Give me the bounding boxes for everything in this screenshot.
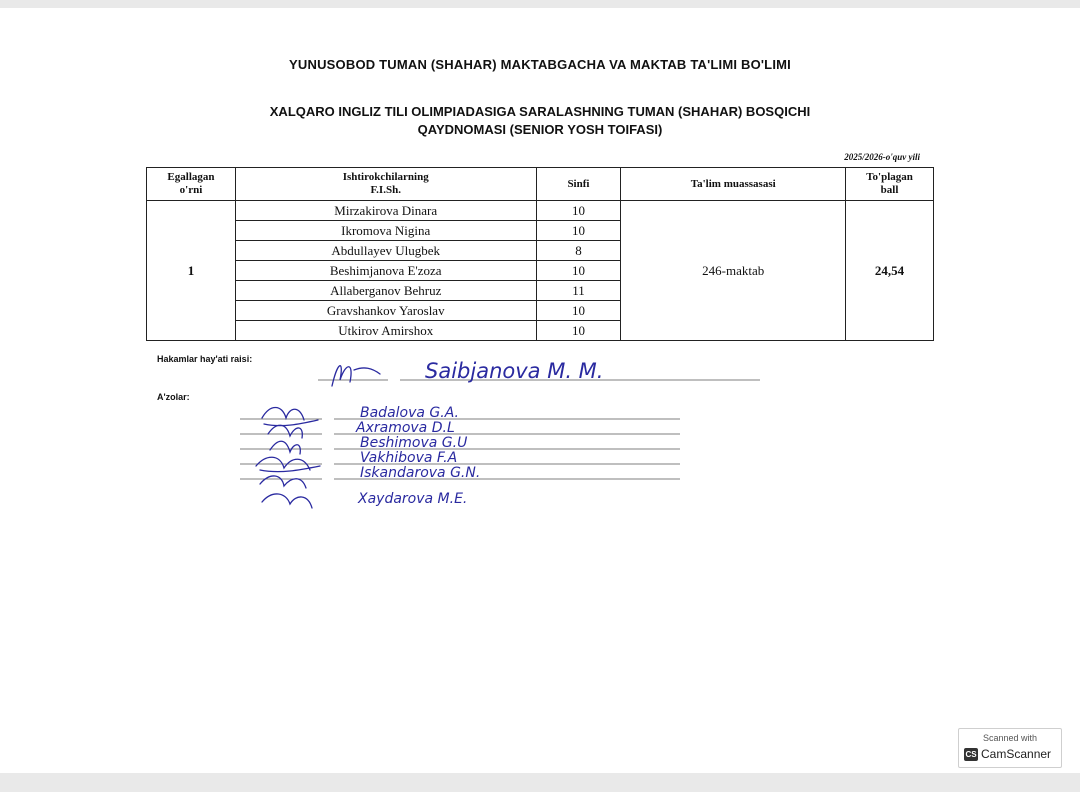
participant-grade: 10 [536,321,621,341]
participant-name: Gravshankov Yaroslav [235,301,536,321]
header-score: To'plagan ball [846,168,934,201]
members-label: A'zolar: [157,392,190,402]
member-name: Xaydarova M.E. [358,491,468,507]
member-name: Iskandarova G.N. [360,465,481,481]
camscanner-watermark [958,728,1062,768]
signatures-area [0,8,1080,773]
title-line-2: QAYDNOMASI (SENIOR YOSH TOIFASI) [417,122,663,137]
participant-name: Allaberganov Behruz [235,281,536,301]
department-heading: YUNUSOBOD TUMAN (SHAHAR) MAKTABGACHA VA MAKTAB TA'LIMI BO'LIMI [289,57,791,72]
school-cell: 246-maktab [621,201,846,341]
participant-name: Beshimjanova E'zoza [235,261,536,281]
header-school: Ta'lim muassasasi [621,168,846,201]
participant-grade: 11 [536,281,621,301]
chair-name: Saibjanova M. M. [425,359,604,383]
header-grade: Sinfi [536,168,621,201]
member-signature [256,457,320,471]
member-name: Beshimova G.U [360,435,468,451]
participant-grade: 10 [536,221,621,241]
chair-label: Hakamlar hay'ati raisi: [157,354,253,364]
member-signature [262,494,312,508]
header-place: Egallagan o'rni [147,168,236,201]
participant-grade: 10 [536,301,621,321]
member-signature [270,441,300,454]
participant-grade: 10 [536,261,621,281]
participant-name: Ikromova Nigina [235,221,536,241]
chair-signature [332,366,380,386]
participant-name: Mirzakirova Dinara [235,201,536,221]
watermark-line-1: Scanned with [982,733,1038,743]
scanned-page [0,8,1080,773]
participant-name: Utkirov Amirshox [235,321,536,341]
member-signature [262,408,318,426]
header-names: Ishtirokchilarning F.I.Sh. [235,168,536,201]
place-cell: 1 [147,201,236,341]
camscanner-logo-icon: CS [965,750,977,759]
signature-lines [240,380,760,479]
watermark-line-2: CamScanner [981,747,1052,761]
participant-grade: 8 [536,241,621,261]
academic-year: 2025/2026-o'quv yili [844,152,920,162]
participant-grade: 10 [536,201,621,221]
member-name: Badalova G.A. [360,405,460,421]
member-name: Vakhibova F.A [360,450,458,466]
member-signature [268,425,302,438]
score-cell: 24,54 [846,201,934,341]
member-signature [260,476,306,488]
participant-name: Abdullayev Ulugbek [235,241,536,261]
member-name: Axramova D.L [356,420,455,436]
title-line-1: XALQARO INGLIZ TILI OLIMPIADASIGA SARALASHNING TUMAN (SHAHAR) BOSQICHI [269,104,811,119]
